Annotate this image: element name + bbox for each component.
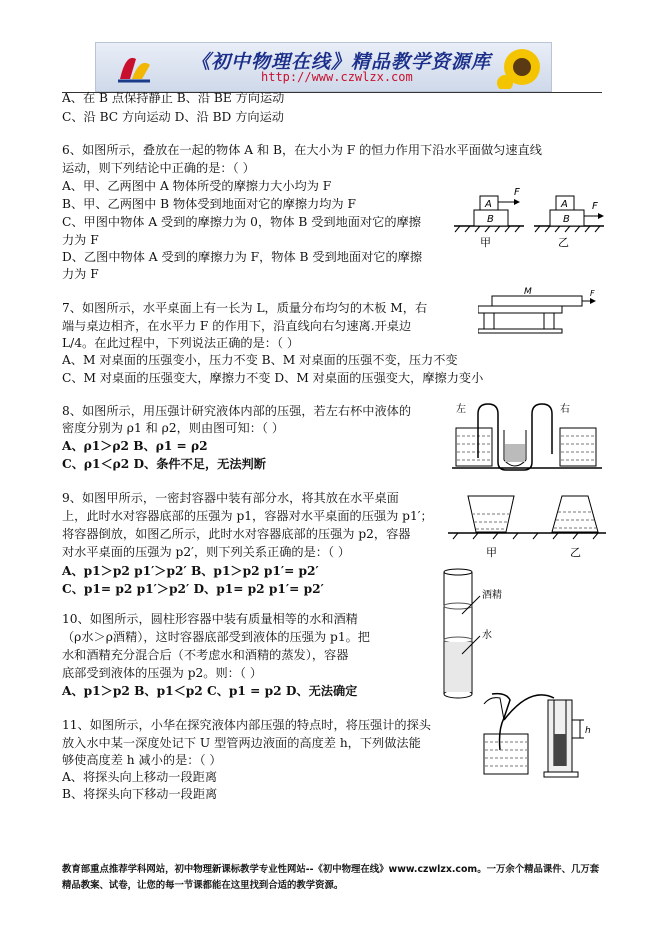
q10-stem-3: 水和酒精充分混合后（不考虑水和酒精的蒸发），容器: [62, 648, 349, 662]
q10-options: A、p1＞p2 B、p1＜p2 C、p1 = p2 D、无法确定: [62, 684, 358, 698]
q9-figure: [448, 492, 606, 562]
q10-label-alcohol: 酒精: [482, 590, 502, 601]
q11-stem-3: 够使高度差 h 减小的是：（ ）: [62, 753, 222, 767]
q6-figure: [452, 182, 612, 252]
q6-option-b: B、甲、乙两图中 B 物体受到地面对它的摩擦力均为 F: [62, 197, 356, 211]
q6-label-jia: 甲: [480, 236, 491, 249]
q6-stem-2: 运动，则下列结论中正确的是：（ ）: [62, 161, 255, 175]
q6-label-yi: 乙: [558, 236, 569, 249]
q7-stem-2: 端与桌边相齐，在水平力 F 的作用下，沿直线向右匀速离.开桌边: [62, 319, 412, 333]
q10-figure: [436, 566, 516, 704]
q8-figure: [452, 400, 602, 476]
q8-label-left: 左: [456, 404, 466, 415]
q9-stem-3: 将容器倒放，如图乙所示，此时水对容器底部的压强为 p2，容器: [62, 527, 411, 541]
q7-stem-1: 7、如图所示，水平桌面上有一长为 L，质量分布均匀的木板 M，右: [62, 301, 428, 315]
q9-stem-2: 上，此时水对容器底部的压强为 p1，容器对水平桌面的压强为 p1′；: [62, 509, 433, 523]
q9-option-cd: C、p1= p2 p1′＞p2′ D、p1= p2 p1′= p2′: [62, 582, 324, 596]
sunflower-icon: [497, 45, 547, 89]
q9-label-yi: 乙: [570, 546, 581, 559]
q7-stem-3: L/4。在此过程中，下列说法正确的是：（ ）: [62, 336, 300, 350]
q10-label-water: 水: [482, 630, 492, 641]
header-title: 《初中物理在线》精品教学资源库: [191, 51, 492, 73]
q7-label-f: F: [590, 289, 595, 298]
header-banner: [95, 42, 552, 92]
q10-stem-1: 10、如图所示，圆柱形容器中装有质量相等的水和酒精: [62, 612, 358, 626]
q6-option-d-1: D、乙图中物体 A 受到的摩擦力为 F，物体 B 受到地面对它的摩擦: [62, 250, 423, 264]
q6-option-d-2: 力为 F: [62, 267, 99, 281]
header-url: http://www.czwlzx.com: [261, 70, 413, 84]
q6-option-a: A、甲、乙两图中 A 物体所受的摩擦力大小均为 F: [62, 179, 332, 193]
q6-stem-1: 6、如图所示，叠放在一起的物体 A 和 B，在大小为 F 的恒力作用下沿水平面做匀速直线: [62, 143, 542, 157]
q6-option-c-1: C、甲图中物体 A 受到的摩擦力为 0，物体 B 受到地面对它的摩擦: [62, 215, 421, 229]
q8-option-cd: C、ρ1＜ρ2 D、条件不足，无法判断: [62, 457, 266, 471]
q6-label-f-right: F: [592, 201, 598, 212]
logo-icon: [116, 49, 152, 85]
q7-figure: [478, 286, 598, 336]
q9-stem-4: 对水平桌面的压强为 p2′，则下列关系正确的是：（ ）: [62, 545, 351, 559]
q10-stem-2: （ρ水＞ρ酒精），这时容器底部受到液体的压强为 p1。把: [62, 630, 370, 644]
q5-option-ab: A、在 B 点保持静止 B、沿 BE 方向运动: [62, 91, 285, 105]
q11-stem-1: 11、如图所示，小华在探究液体内部压强的特点时，将压强计的探头: [62, 718, 431, 732]
q10-stem-4: 底部受到液体的压强为 p2。则：（ ）: [62, 666, 263, 680]
q6-label-a-left: A: [485, 199, 492, 210]
q9-option-ab: A、p1＞p2 p1′＞p2′ B、p1＞p2 p1′= p2′: [62, 564, 319, 578]
q8-label-right: 右: [560, 404, 570, 415]
q6-label-b-left: B: [487, 214, 494, 225]
q6-label-b-right: B: [563, 214, 570, 225]
q8-stem-2: 密度分别为 ρ1 和 ρ2，则由图可知：（ ）: [62, 421, 285, 435]
q11-option-b: B、将探头向下移动一段距离: [62, 787, 218, 801]
q7-label-m: M: [524, 287, 532, 297]
q7-option-ab: A、M 对桌面的压强变小，压力不变 B、M 对桌面的压强不变，压力不变: [62, 353, 458, 367]
q11-option-a: A、将探头向上移动一段距离: [62, 770, 218, 784]
q6-option-c-2: 力为 F: [62, 233, 99, 247]
q6-label-a-right: A: [561, 199, 568, 210]
page-footer: 教育部重点推荐学科网站，初中物理新课标教学专业性网站--《初中物理在线》www.czwlzx.com。一万余个精品课件、几万套精品教案、试卷，让您的每一节课都能在这里找到合适的教学资源。: [62, 864, 600, 891]
q9-label-jia: 甲: [486, 546, 497, 559]
q8-option-ab: A、ρ1＞ρ2 B、ρ1 = ρ2: [62, 439, 208, 453]
q7-option-cd: C、M 对桌面的压强变大，摩擦力不变 D、M 对桌面的压强变大，摩擦力变小: [62, 371, 484, 385]
q11-figure: [470, 690, 600, 778]
q9-stem-1: 9、如图甲所示，一密封容器中装有部分水，将其放在水平桌面: [62, 491, 399, 505]
q11-label-h: h: [585, 726, 591, 736]
q11-stem-2: 放入水中某一深度处记下 U 型管两边液面的高度差 h，下列做法能: [62, 736, 421, 750]
q8-stem-1: 8、如图所示，用压强计研究液体内部的压强，若左右杯中液体的: [62, 404, 412, 418]
q5-option-cd: C、沿 BC 方向运动 D、沿 BD 方向运动: [62, 110, 284, 124]
q6-label-f-left: F: [514, 187, 520, 198]
